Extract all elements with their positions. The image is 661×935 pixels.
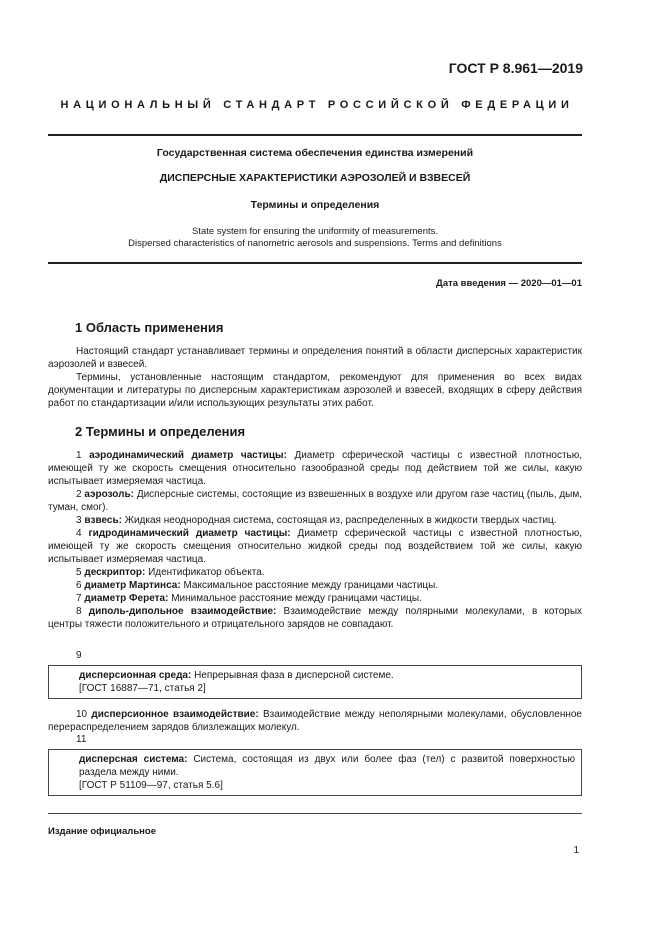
term-name: диаметр Мартинса:	[84, 580, 181, 591]
term-entry	[48, 605, 582, 631]
term-definition: Диаметр сферической частицы с известной плотностью, имеющей ту же скорость смещения относительно газообразной среды под действием той же силы, какую испытывает измеряемая частица.	[48, 450, 583, 487]
section-1-paragraph: Настоящий стандарт устанавливает термины и определения понятий в области дисперсных характеристик аэрозолей и взвесей.	[48, 346, 582, 370]
term-entry-10	[48, 708, 582, 734]
term-number: 9	[76, 650, 82, 661]
term-reference: [ГОСТ Р 51109—97, статья 5.6]	[79, 780, 223, 791]
term-box-content	[49, 750, 581, 795]
section-1-heading: 1 Область применения	[75, 320, 224, 335]
term-definition: Идентификатор объекта.	[148, 567, 265, 578]
term-name: аэродинамический диаметр частицы:	[89, 450, 287, 461]
document-title: ДИСПЕРСНЫЕ ХАРАКТЕРИСТИКИ АЭРОЗОЛЕЙ И ВЗВЕСЕЙ	[159, 172, 471, 184]
term-box-dispersion-medium	[48, 665, 582, 699]
term-name: диаметр Ферета:	[84, 593, 169, 604]
national-standard-heading: НАЦИОНАЛЬНЫЙ СТАНДАРТ РОССИЙСКОЙ ФЕДЕРАЦИИ	[60, 99, 574, 111]
introduction-date: Дата введения — 2020—01—01	[436, 278, 582, 289]
term-name: дисперсионное взаимодействие:	[91, 709, 259, 720]
document-subtitle: Термины и определения	[250, 199, 380, 211]
term-box-dispersed-system	[48, 749, 582, 796]
term-number: 6	[76, 580, 82, 591]
official-edition-label: Издание официальное	[48, 826, 156, 837]
terms-list	[48, 449, 582, 631]
term-definition: Дисперсные системы, состоящие из взвешенных в воздухе или другом газе частиц (пыль, дым, туман, смог).	[48, 489, 583, 513]
section-1-body	[48, 345, 582, 410]
term-reference: [ГОСТ 16887—71, статья 2]	[79, 683, 206, 694]
english-title-line1: State system for ensuring the uniformity of measurements.	[191, 226, 439, 237]
footer-divider	[48, 813, 582, 814]
term-number: 8	[76, 606, 82, 617]
term-number: 5	[76, 567, 82, 578]
top-divider	[48, 134, 582, 136]
section-2-heading: 2 Термины и определения	[75, 424, 246, 439]
term-definition: Взаимодействие между неполярными молекулами, обусловленное перераспределением зарядов близлежащих молекул.	[48, 709, 582, 733]
term-definition: Система, состоящая из двух или более фаз (тел) с развитой поверхностью раздела между ними.	[79, 754, 575, 778]
term-name: диполь-дипольное взаимодействие:	[88, 606, 277, 617]
term-entry	[48, 449, 582, 488]
term-entry	[48, 488, 582, 514]
term-number: 2	[76, 489, 82, 500]
term-name: гидродинамический диаметр частицы:	[88, 528, 291, 539]
term-entry	[48, 708, 582, 734]
term-name: аэрозоль:	[84, 489, 134, 500]
term-number: 3	[76, 515, 82, 526]
term-name: дисперсная система:	[79, 754, 188, 765]
english-title	[48, 226, 582, 250]
term-entry	[48, 514, 582, 527]
term-number: 11	[76, 734, 87, 745]
title-divider	[48, 262, 582, 264]
term-definition: Минимальное расстояние между границами частицы.	[171, 593, 422, 604]
term-number: 7	[76, 593, 82, 604]
term-number: 10	[76, 709, 88, 720]
term-definition: Жидкая неоднородная система, состоящая из, распределенных в жидкости твердых частиц.	[124, 515, 557, 526]
term-entry	[48, 566, 582, 579]
system-title: Государственная система обеспечения единства измерений	[156, 147, 474, 159]
term-name: дескриптор:	[84, 567, 146, 578]
term-entry	[48, 592, 582, 605]
term-definition: Непрерывная фаза в дисперсной системе.	[194, 670, 394, 681]
term-entry	[48, 527, 582, 566]
english-title-line2: Dispersed characteristics of nanometric aerosols and suspensions. Terms and definitions	[128, 238, 502, 249]
term-name: взвесь:	[84, 515, 122, 526]
page-number: 1	[573, 845, 579, 856]
term-box-content	[49, 666, 581, 698]
term-definition: Диаметр сферической частицы с известной плотностью, имеющей ту же скорость смещения относительно жидкой среды под воздействием той же силы, какую испытывает измеряемая частица.	[48, 528, 583, 565]
term-number: 4	[76, 528, 82, 539]
section-1-paragraph: Термины, установленные настоящим стандартом, рекомендуют для применения во всех видах документации и литературы по дисперсным характеристикам аэрозолей и взвесей, входящих в сферу действия работ по стандартизации и/или использующих результаты этих работ.	[48, 372, 582, 409]
term-entry	[48, 579, 582, 592]
term-number: 1	[76, 450, 82, 461]
term-name: дисперсионная среда:	[79, 670, 192, 681]
term-definition: Максимальное расстояние между границами частицы.	[183, 580, 439, 591]
gost-number: ГОСТ Р 8.961—2019	[448, 60, 583, 76]
term-definition: Взаимодействие между полярными молекулами, в которых центры тяжести положительного и отрицательного зарядов не совпадают.	[48, 606, 583, 630]
